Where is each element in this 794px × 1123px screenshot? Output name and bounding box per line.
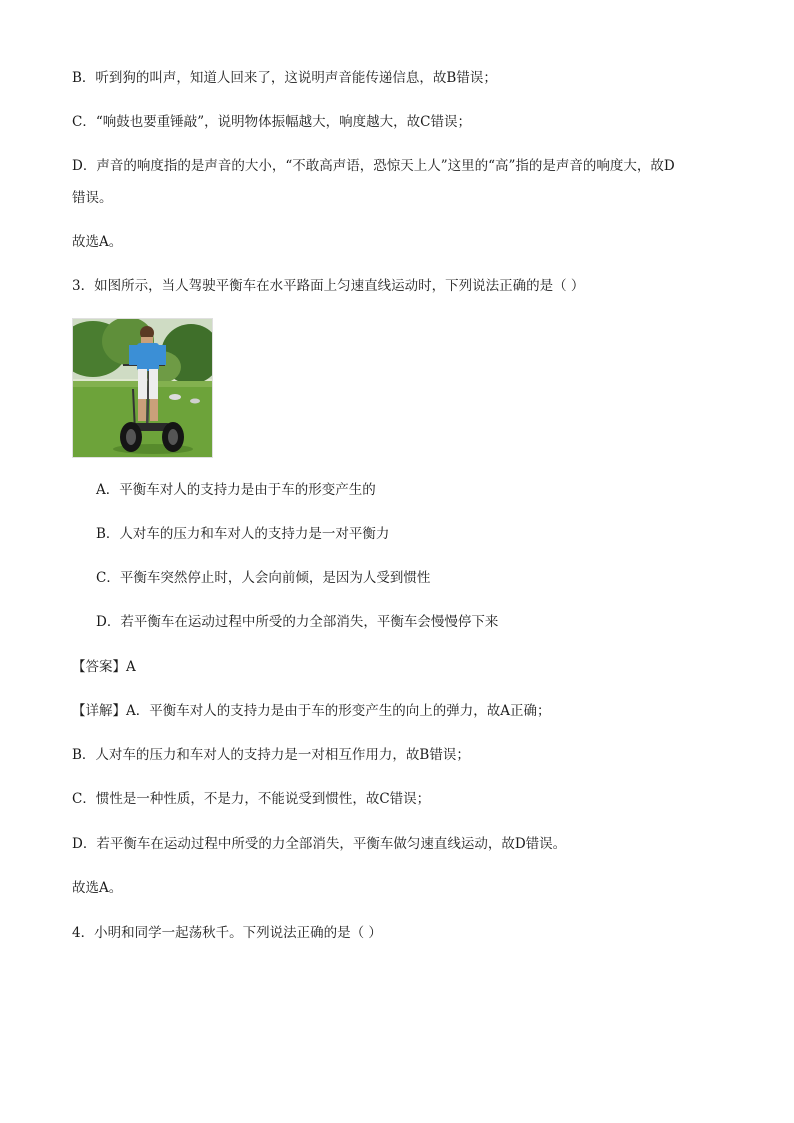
question-3-conclusion: 故选A。 — [72, 880, 123, 896]
question-3-detail-a: 【详解】A．平衡车对人的支持力是由于车的形变产生的向上的弹力，故A正确； — [72, 703, 551, 719]
prev-option-c: C．“响鼓也要重锤敲”，说明物体振幅越大，响度越大，故C错误； — [72, 114, 471, 130]
prev-option-b: B．听到狗的叫声，知道人回来了，这说明声音能传递信息，故B错误； — [72, 70, 497, 86]
balance-scooter-photo — [72, 318, 213, 458]
prev-conclusion: 故选A。 — [72, 234, 123, 250]
prev-option-d-line1: D．声音的响度指的是声音的大小，“不敢高声语，恐惊天上人”这里的“高”指的是声音的响度大，故D — [72, 158, 675, 174]
question-3-option-d: D．若平衡车在运动过程中所受的力全部消失，平衡车会慢慢停下来 — [96, 614, 499, 630]
question-3-detail-c: C．惯性是一种性质，不是力，不能说受到惯性，故C错误； — [72, 791, 431, 807]
question-3-answer: 【答案】A — [72, 659, 136, 675]
question-3-stem: 3．如图所示，当人驾驶平衡车在水平路面上匀速直线运动时，下列说法正确的是（ ） — [72, 278, 585, 294]
question-3-detail-d: D．若平衡车在运动过程中所受的力全部消失，平衡车做匀速直线运动，故D错误。 — [72, 836, 567, 852]
question-4-stem: 4．小明和同学一起荡秋千。下列说法正确的是（ ） — [72, 925, 382, 941]
question-3-option-b: B．人对车的压力和车对人的支持力是一对平衡力 — [96, 526, 390, 542]
question-3-option-a: A．平衡车对人的支持力是由于车的形变产生的 — [96, 482, 376, 498]
question-3-option-c: C．平衡车突然停止时，人会向前倾，是因为人受到惯性 — [96, 570, 431, 586]
prev-option-d-line2: 错误。 — [72, 190, 113, 206]
question-3-detail-b: B．人对车的压力和车对人的支持力是一对相互作用力，故B错误； — [72, 747, 470, 763]
